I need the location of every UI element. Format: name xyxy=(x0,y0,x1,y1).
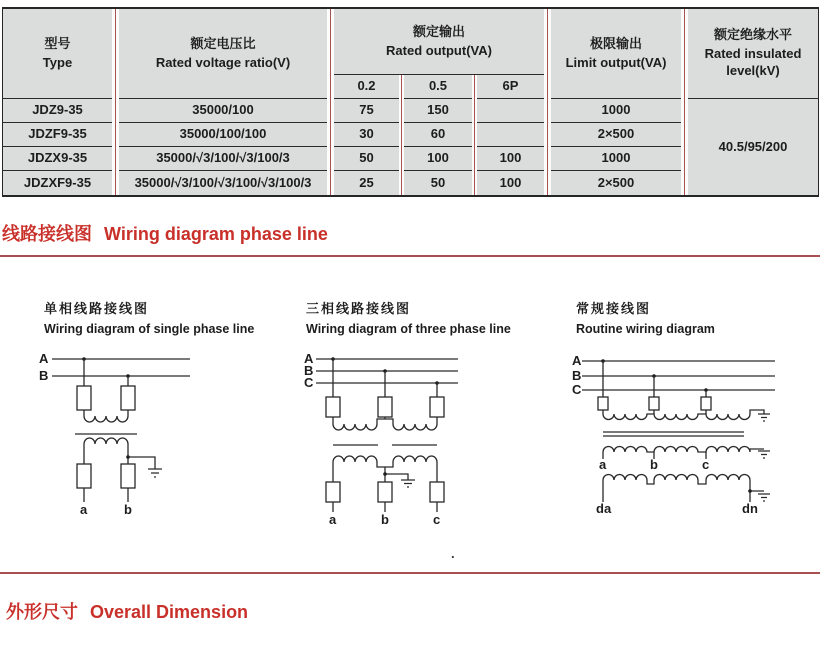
ground-icon xyxy=(383,467,415,487)
terminal-label-a: a xyxy=(599,457,607,472)
cell-out02-row1: 30 xyxy=(334,123,399,147)
terminal-label-b: b xyxy=(650,457,658,472)
fuse-icon xyxy=(326,482,340,502)
phase-label-b: B xyxy=(304,363,314,378)
dimension-section-rule xyxy=(0,572,820,574)
col-header-ratio-zh: 额定电压比 xyxy=(190,35,256,51)
col-header-insulation-en: Rated insulated level(kV) xyxy=(704,46,802,78)
section-heading-wiring-en: Wiring diagram phase line xyxy=(104,224,328,244)
fuse-icon xyxy=(121,464,135,488)
fuse-icon xyxy=(378,482,392,502)
single-phase-diagram xyxy=(28,350,258,520)
secondary-fuses xyxy=(77,444,135,502)
cell-out05-row0: 150 xyxy=(404,99,472,123)
routine-caption-zh: 常规接线图 xyxy=(576,301,652,316)
cell-out6p-row1 xyxy=(477,123,544,147)
cell-ratio-row3: 35000/√3/100/√3/100/√3/100/3 xyxy=(134,174,312,190)
col-header-output-en: Rated output(VA) xyxy=(386,42,492,58)
secondary-winding xyxy=(84,438,128,444)
spec-table xyxy=(2,7,819,197)
fuse-icon xyxy=(77,386,91,410)
single-phase-caption-zh: 单相线路接线图 xyxy=(44,301,150,316)
cell-ratio-row1: 35000/100/100 xyxy=(119,123,327,147)
phase-label-b: B xyxy=(572,368,582,383)
phase-lines xyxy=(304,351,458,390)
fuse-icon xyxy=(430,397,444,417)
primary-fuses xyxy=(326,359,444,424)
terminal-label-a: a xyxy=(80,502,88,517)
primary-winding xyxy=(84,416,128,422)
fuse-icon xyxy=(430,482,444,502)
phase-label-c: C xyxy=(572,382,582,397)
secondary-winding xyxy=(333,456,437,467)
cell-out02-row0: 75 xyxy=(334,99,399,123)
terminal-label-da: da xyxy=(596,501,612,516)
col-header-insulation xyxy=(688,9,818,99)
column-separator xyxy=(112,9,119,195)
primary-fuses xyxy=(598,361,711,414)
col-header-limit-zh: 极限输出 xyxy=(589,35,642,51)
primary-fuses xyxy=(77,359,135,416)
col-header-ratio-en: Rated voltage ratio(V) xyxy=(155,54,291,70)
section-heading-dimension xyxy=(6,598,248,624)
ground-icon xyxy=(758,451,770,458)
terminal-label-c: c xyxy=(433,512,441,527)
fuse-icon xyxy=(77,464,91,488)
col-header-ratio xyxy=(119,9,327,99)
cell-out6p-row0 xyxy=(477,99,544,123)
fuse-icon xyxy=(598,397,608,410)
cell-out6p-row2: 100 xyxy=(477,147,544,171)
column-separator xyxy=(327,9,334,195)
col-header-type-zh: 型号 xyxy=(44,35,71,51)
routine-diagram xyxy=(568,352,780,517)
fuse-icon xyxy=(378,397,392,417)
secondary-winding xyxy=(603,447,770,460)
routine-caption-en: Routine wiring diagram xyxy=(576,322,715,336)
terminal-label-b: b xyxy=(381,512,389,527)
primary-winding xyxy=(603,410,770,421)
phase-lines xyxy=(39,351,190,383)
column-separator xyxy=(544,9,551,195)
fuse-icon xyxy=(121,386,135,410)
subheader-class-6p: 6P xyxy=(477,75,544,99)
col-header-type-en: Type xyxy=(42,54,73,70)
ground-icon xyxy=(758,414,770,421)
cell-type-row1: JDZF9-35 xyxy=(3,123,112,147)
single-phase-caption xyxy=(44,298,254,336)
section-heading-wiring xyxy=(2,220,328,246)
cell-ratio-row0: 35000/100 xyxy=(119,99,327,123)
routine-caption xyxy=(576,298,715,336)
junction-dot xyxy=(748,489,752,493)
cell-type-row2: JDZX9-35 xyxy=(3,147,112,171)
cell-out02-row2: 50 xyxy=(334,147,399,171)
three-phase-caption-en: Wiring diagram of three phase line xyxy=(306,322,511,336)
cell-out6p-row3: 100 xyxy=(499,174,522,190)
cell-out05-row3: 50 xyxy=(430,174,446,190)
col-header-type xyxy=(3,9,112,99)
col-header-insulation-zh: 额定绝缘水平 xyxy=(713,27,792,43)
phase-label-a: A xyxy=(39,351,49,366)
col-header-limit-en: Limit output(VA) xyxy=(565,54,667,70)
section-heading-dimension-zh: 外形尺寸 xyxy=(6,602,78,622)
terminal-label-a: a xyxy=(329,512,337,527)
three-phase-caption xyxy=(306,298,511,336)
cell-out02-row3: 25 xyxy=(359,174,374,190)
col-header-output xyxy=(334,9,544,75)
single-phase-caption-en: Wiring diagram of single phase line xyxy=(44,322,255,336)
cell-type-row0: JDZ9-35 xyxy=(3,99,112,123)
cell-insulation-merged: 40.5/95/200 xyxy=(718,138,788,154)
col-header-limit xyxy=(551,9,681,99)
phase-label-c: C xyxy=(304,375,314,390)
phase-label-b: B xyxy=(39,368,49,383)
col-header-output-zh: 额定输出 xyxy=(412,23,465,39)
phase-label-a: A xyxy=(304,351,314,366)
fuse-icon xyxy=(326,397,340,417)
cell-out05-row1: 60 xyxy=(404,123,472,147)
wiring-section-rule xyxy=(0,255,820,257)
cell-limit-row3: 2×500 xyxy=(597,174,635,190)
section-heading-wiring-zh: 线路接线图 xyxy=(2,224,92,244)
cell-limit-row2: 1000 xyxy=(551,147,681,171)
fuse-icon xyxy=(701,397,711,410)
cell-ratio-row2: 35000/√3/100/√3/100/3 xyxy=(119,147,327,171)
ground-icon xyxy=(758,494,770,501)
cell-out05-row2: 100 xyxy=(404,147,472,171)
phase-label-a: A xyxy=(572,353,582,368)
subheader-class-02: 0.2 xyxy=(334,75,399,99)
cell-type-row3: JDZXF9-35 xyxy=(23,174,92,190)
terminal-label-dn: dn xyxy=(742,501,758,516)
terminal-label-b: b xyxy=(124,502,132,517)
primary-winding xyxy=(333,419,437,430)
core-line xyxy=(603,432,744,436)
section-heading-dimension-en: Overall Dimension xyxy=(90,602,249,622)
terminal-label-c: c xyxy=(702,457,710,472)
column-separator xyxy=(681,9,688,195)
cell-limit-row1: 2×500 xyxy=(551,123,681,147)
ground-icon xyxy=(126,455,162,477)
stray-dot: . xyxy=(451,546,455,561)
residual-winding xyxy=(603,475,770,503)
cell-limit-row0: 1000 xyxy=(551,99,681,123)
three-phase-diagram xyxy=(298,350,473,528)
subheader-class-05: 0.5 xyxy=(404,75,472,99)
fuse-icon xyxy=(649,397,659,410)
three-phase-caption-zh: 三相线路接线图 xyxy=(306,301,412,316)
